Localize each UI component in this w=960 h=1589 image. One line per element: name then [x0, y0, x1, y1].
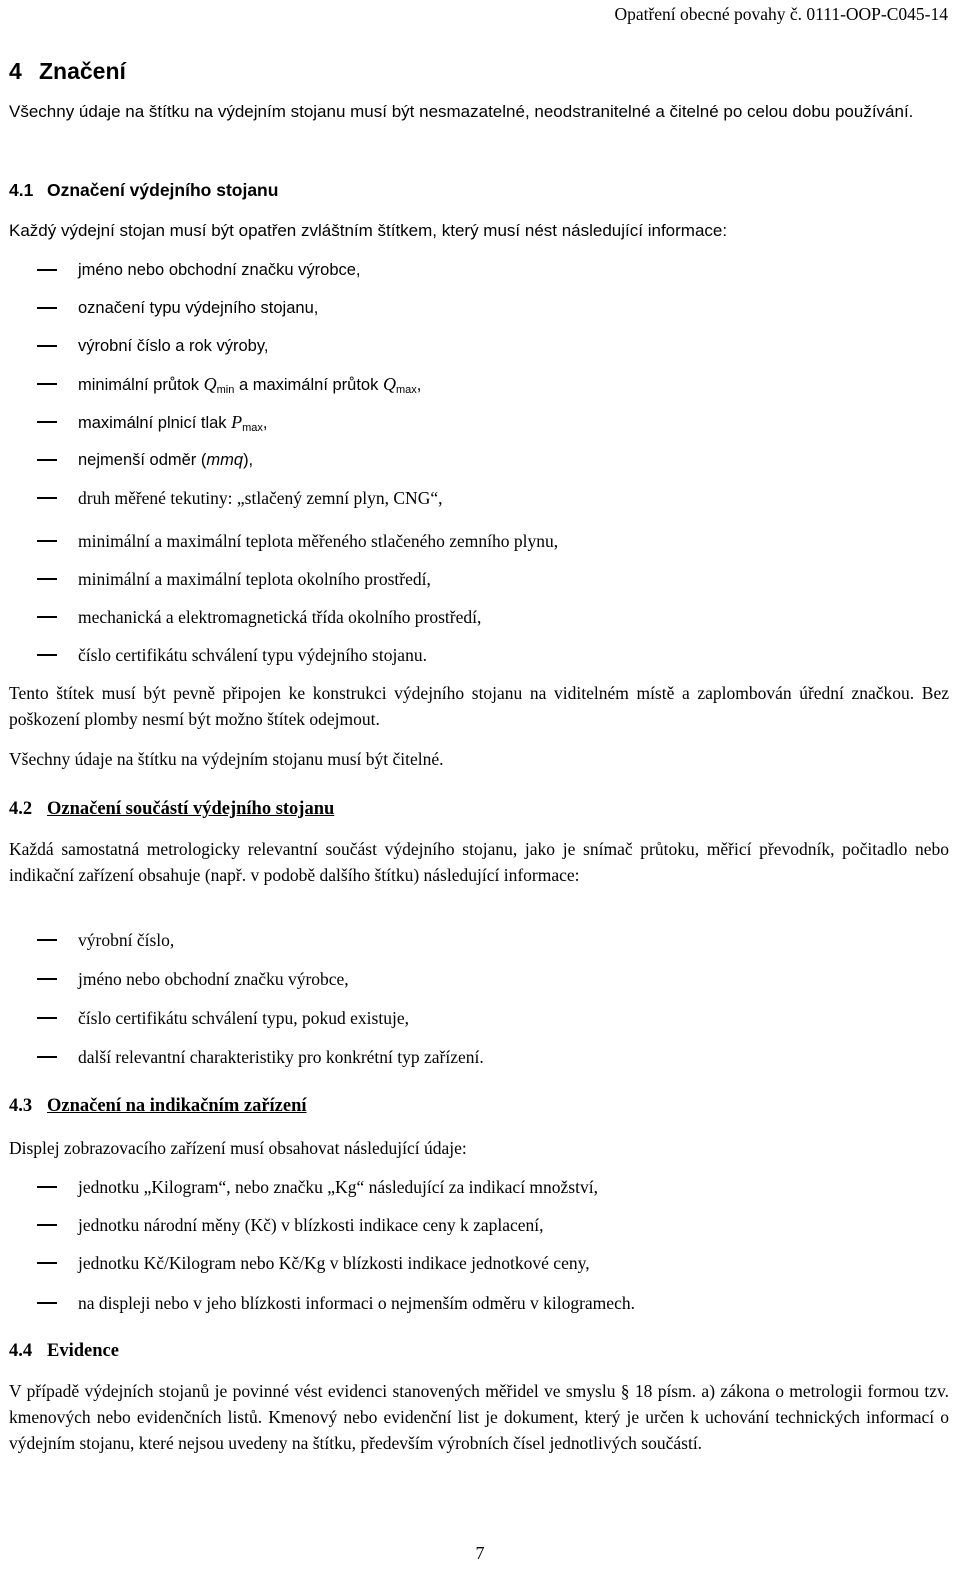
subsection-heading-4-4	[9, 1341, 119, 1362]
list-item	[0, 528, 960, 554]
subscript: min	[216, 384, 235, 396]
section-title: Značení	[39, 58, 126, 84]
subsection-intro: Každý výdejní stojan musí být opatřen zvláštním štítkem, který musí nést následující informace:	[9, 221, 728, 240]
symbol-mmq: mmq	[206, 451, 244, 469]
subscript: max	[395, 384, 417, 396]
list-item	[0, 1044, 960, 1070]
list-item-text: výrobní číslo a rok výroby,	[78, 337, 269, 355]
dash-bullet	[37, 978, 57, 980]
list-item	[0, 447, 960, 473]
item-text-part: a maximální průtok	[234, 376, 383, 394]
list-item-text: druh měřené tekutiny: „stlačený zemní plyn, CNG“,	[78, 488, 443, 508]
list-item	[0, 966, 960, 992]
list-item-text: číslo certifikátu schválení typu, pokud existuje,	[78, 1008, 409, 1028]
subsection-heading-4-1	[9, 180, 278, 201]
symbol-q: Q	[382, 374, 396, 394]
list-item	[0, 1174, 960, 1200]
dash-bullet	[37, 578, 57, 580]
list-item-text: jednotku národní měny (Kč) v blízkosti indikace ceny k zaplacení,	[78, 1215, 544, 1235]
item-text-part: minimální průtok	[78, 376, 204, 394]
dash-bullet	[37, 1302, 57, 1304]
list-item-text	[78, 409, 268, 441]
list-item-text	[78, 447, 253, 473]
list-item-text: výrobní číslo,	[78, 930, 175, 950]
list-item	[0, 1212, 960, 1238]
item-text-part: ),	[243, 451, 254, 469]
dash-bullet	[37, 1262, 57, 1264]
section-heading	[9, 58, 126, 85]
subsection-intro: Každá samostatná metrologicky relevantní součást výdejního stojanu, jako je snímač průtoku, měřicí převodník, počitadlo nebo indikační zařízení obsahuje (např. v podobě dalšího štítku) následující informace:	[9, 839, 949, 885]
dash-bullet	[37, 1224, 57, 1226]
list-item	[0, 642, 960, 668]
item-text-part: ,	[262, 414, 268, 432]
subscript: max	[242, 422, 263, 434]
dash-bullet	[37, 1017, 57, 1019]
list-item	[0, 1250, 960, 1276]
list-item-text: minimální a maximální teplota okolního prostředí,	[78, 569, 431, 589]
page-number: 7	[475, 1543, 485, 1563]
list-item-text	[78, 371, 421, 403]
list-item-text: na displeji nebo v jeho blízkosti informaci o nejmenším odměru v kilogramech.	[78, 1293, 635, 1313]
list-item	[0, 604, 960, 630]
list-item	[0, 1290, 960, 1316]
list-item	[0, 1005, 960, 1031]
dash-bullet	[37, 1056, 57, 1058]
section-intro: Všechny údaje na štítku na výdejním stojanu musí být nesmazatelné, neodstranitelné a čitelné po celou dobu používání.	[9, 102, 914, 121]
subsection-heading-4-3	[9, 1096, 307, 1117]
paragraph: Všechny údaje na štítku na výdejním stojanu musí být čitelné.	[9, 749, 444, 769]
list-item	[0, 566, 960, 592]
paragraph: Tento štítek musí být pevně připojen ke konstrukci výdejního stojanu na viditelném místě a zaplombován úřední značkou. Bez poškození plomby nesmí být možno štítek odejmout.	[9, 683, 949, 729]
symbol-p: P	[231, 412, 243, 432]
dash-bullet	[37, 383, 57, 385]
item-text-part: maximální plnicí tlak	[78, 414, 232, 432]
subsection-number: 4.3	[9, 1096, 33, 1116]
dash-bullet	[37, 1186, 57, 1188]
subsection-intro: Displej zobrazovacího zařízení musí obsahovat následující údaje:	[9, 1138, 467, 1158]
subsection-heading-4-2	[9, 799, 334, 820]
list-item-text: označení typu výdejního stojanu,	[78, 299, 319, 317]
dash-bullet	[37, 939, 57, 941]
list-item	[0, 257, 960, 283]
list-item-text: mechanická a elektromagnetická třída okolního prostředí,	[78, 607, 482, 627]
list-item-text: jméno nebo obchodní značku výrobce,	[78, 261, 361, 279]
subsection-title: Evidence	[47, 1341, 119, 1361]
subsection-title: Označení výdejního stojanu	[47, 180, 279, 200]
dash-bullet	[37, 421, 57, 423]
dash-bullet	[37, 459, 57, 461]
dash-bullet	[37, 654, 57, 656]
list-item	[0, 371, 960, 397]
dash-bullet	[37, 540, 57, 542]
dash-bullet	[37, 616, 57, 618]
list-item-text: jednotku Kč/Kilogram nebo Kč/Kg v blízkosti indikace jednotkové ceny,	[78, 1253, 590, 1273]
list-item	[0, 333, 960, 359]
subsection-title: Označení součástí výdejního stojanu	[47, 799, 335, 819]
dash-bullet	[37, 269, 57, 271]
list-item	[0, 485, 960, 511]
list-item	[0, 927, 960, 953]
subsection-number: 4.4	[9, 1341, 33, 1361]
subsection-title: Označení na indikačním zařízení	[47, 1096, 307, 1116]
list-item	[0, 409, 960, 435]
dash-bullet	[37, 307, 57, 309]
dash-bullet	[37, 345, 57, 347]
list-item-text: číslo certifikátu schválení typu výdejního stojanu.	[78, 645, 427, 665]
page-header: Opatření obecné povahy č. 0111-OOP-C045-14	[614, 4, 948, 24]
list-item-text: minimální a maximální teplota měřeného stlačeného zemního plynu,	[78, 531, 559, 551]
subsection-number: 4.1	[9, 180, 34, 200]
item-text-part: nejmenší odměr (	[78, 451, 207, 469]
list-item	[0, 295, 960, 321]
section-number: 4	[9, 58, 22, 84]
list-item-text: jméno nebo obchodní značku výrobce,	[78, 969, 349, 989]
subsection-number: 4.2	[9, 799, 33, 819]
symbol-q: Q	[203, 374, 217, 394]
dash-bullet	[37, 497, 57, 499]
list-item-text: další relevantní charakteristiky pro konkrétní typ zařízení.	[78, 1047, 484, 1067]
paragraph: V případě výdejních stojanů je povinné vést evidenci stanovených měřidel ve smyslu § 18 písm. a) zákona o metrologii formou tzv. kmenových nebo evidenčních listů. Kmenový nebo evidenční list je dokument, který je určen k uchování technických informací o výdejním stojanu, které nejsou uvedeny na štítku, především výrobních čísel jednotlivých součástí.	[9, 1381, 949, 1453]
item-text-part: ,	[416, 376, 422, 394]
list-item-text: jednotku „Kilogram“, nebo značku „Kg“ následující za indikací množství,	[78, 1177, 598, 1197]
